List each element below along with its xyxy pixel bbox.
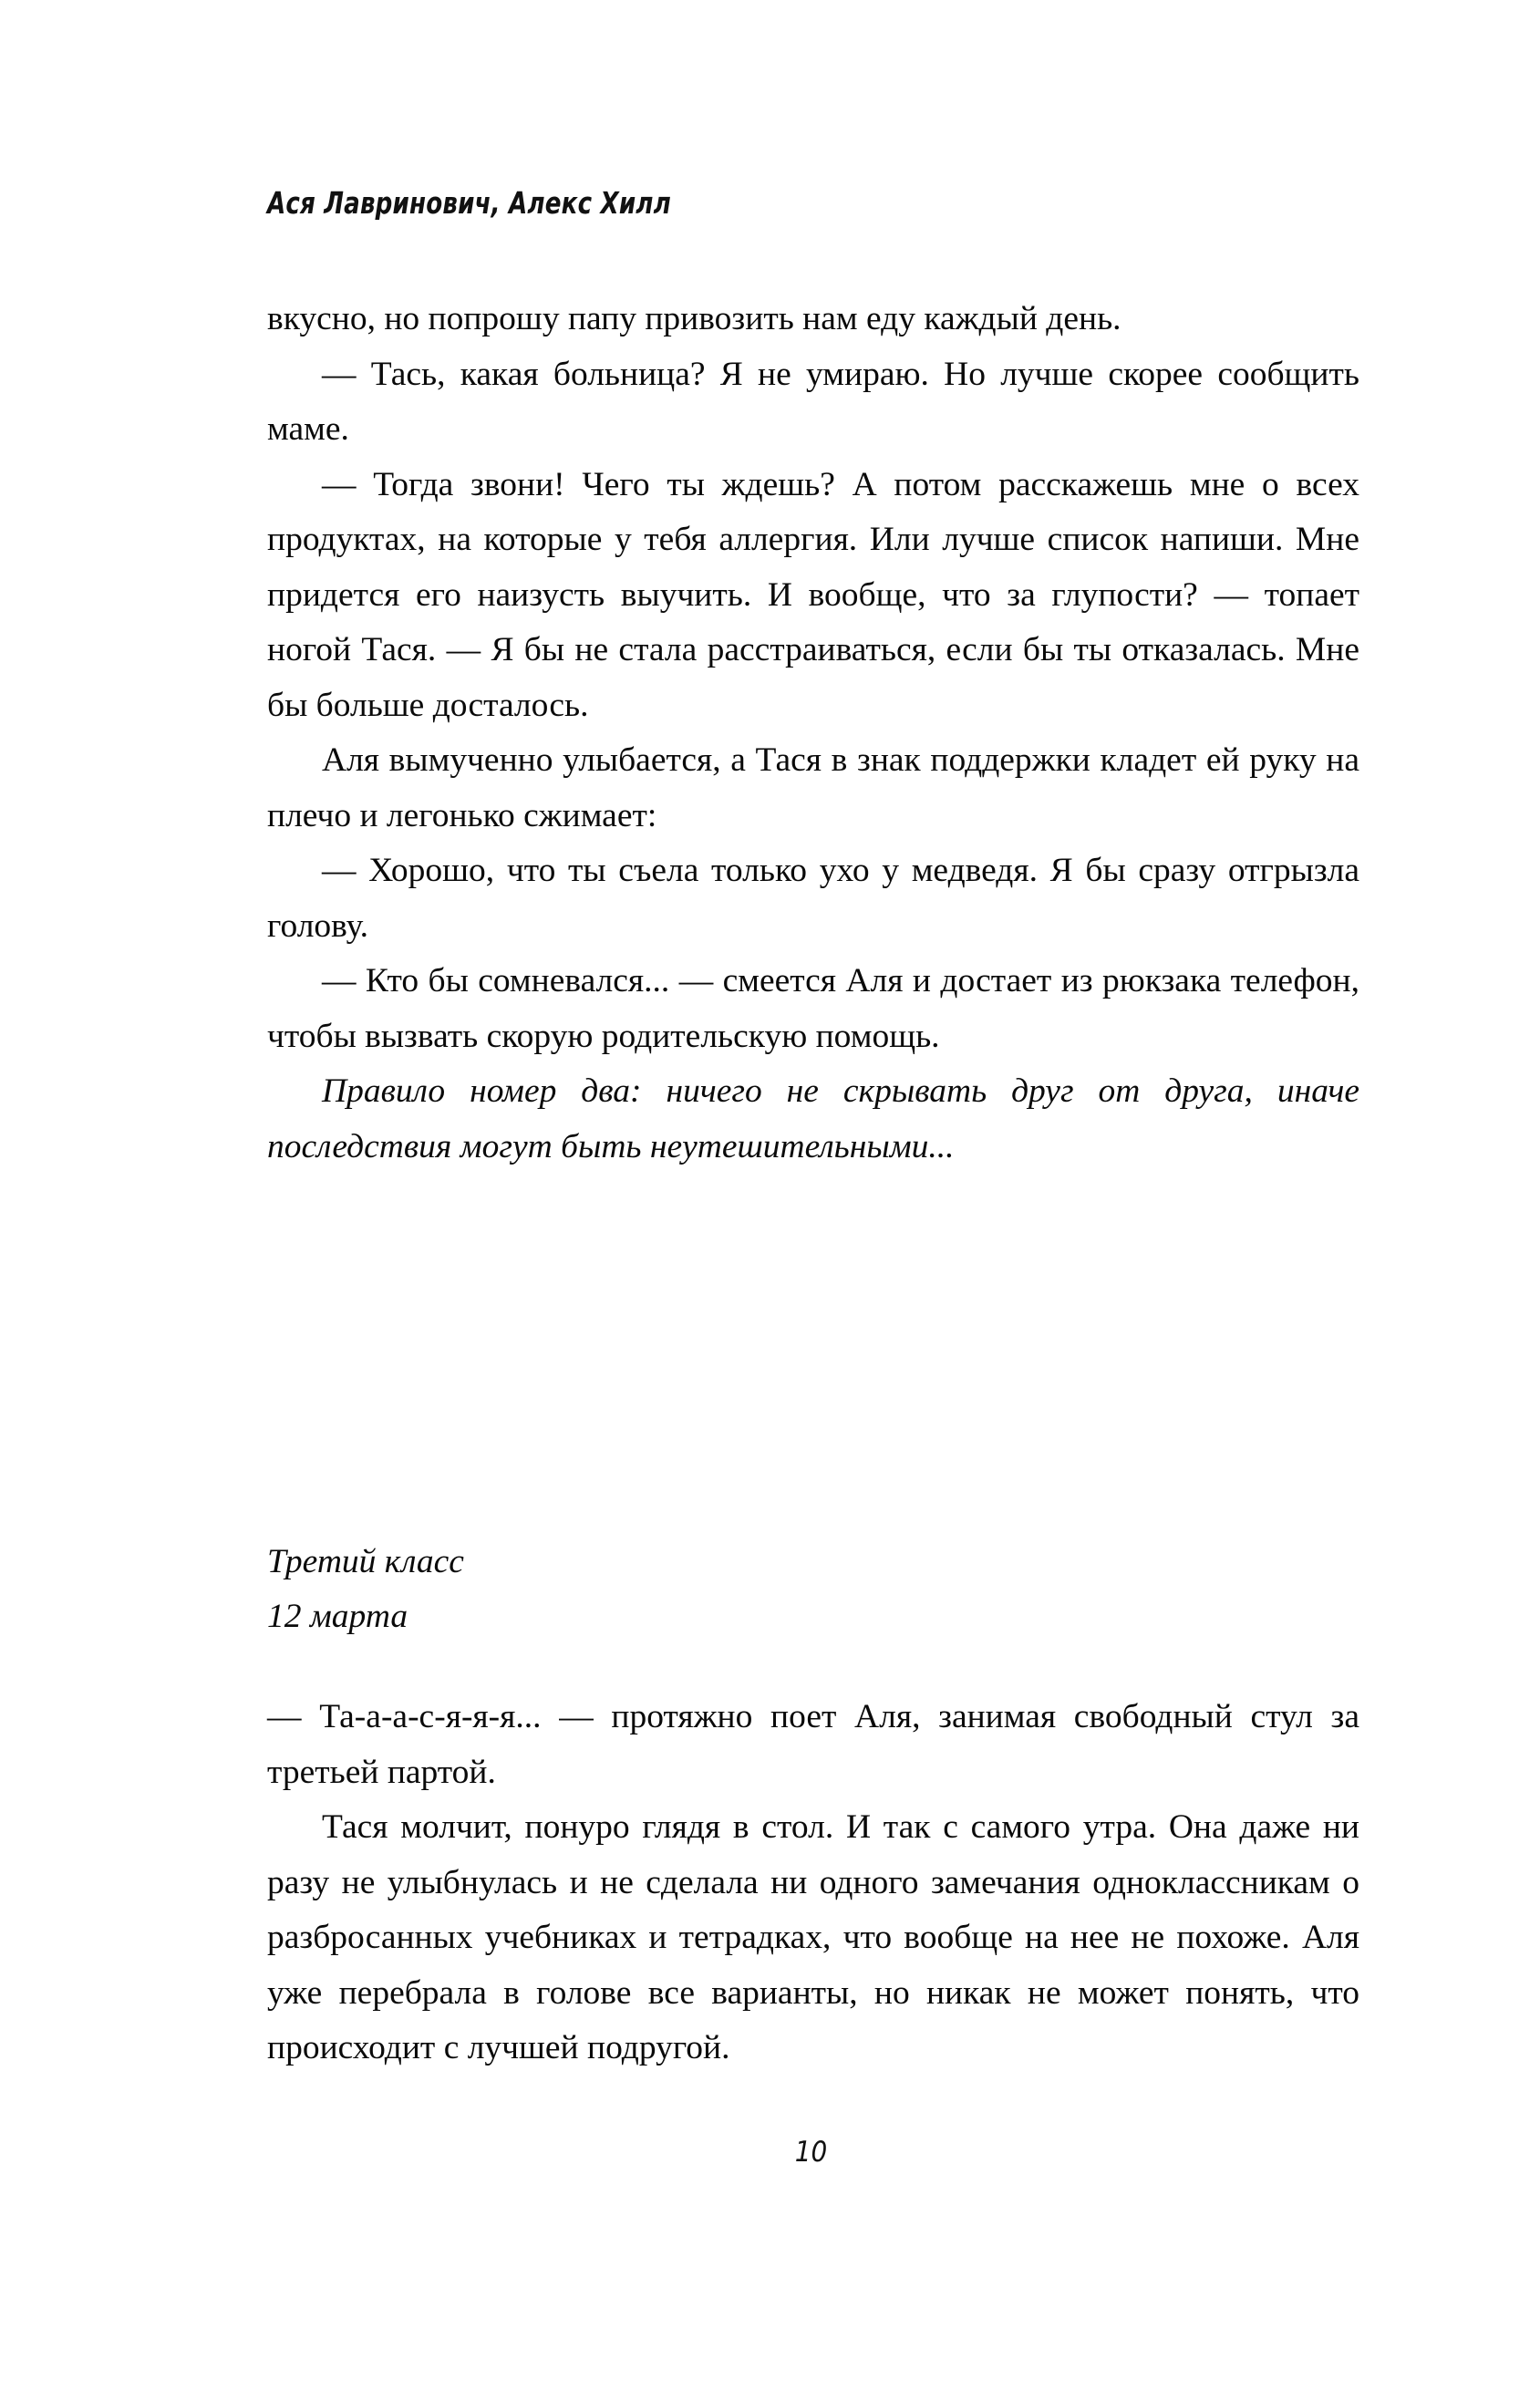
- paragraph: Тася молчит, понуро глядя в стол. И так с самого утра. Она даже ни разу не улыбнулась и не сделала ни одного замечания одноклассникам о разбросанных учебниках и тетрадках, что вообще на нее не похоже. Аля уже перебрала в голове все варианты, но никак не может понять, что происходит с лучшей подругой.: [267, 1808, 1359, 2066]
- section-heading: [267, 1535, 464, 1644]
- body-text-column: [267, 292, 1359, 1175]
- section-heading-line-class: Третий класс: [267, 1543, 464, 1580]
- section-heading-line-date: 12 марта: [267, 1598, 408, 1635]
- paragraph: — Хорошо, что ты съела только ухо у медведя. Я бы сразу отгрызла голову.: [267, 852, 1359, 945]
- paragraph: — Тогда звони! Чего ты ждешь? А потом расскажешь мне о всех продуктах, на которые у тебя аллергия. Или лучше список напиши. Мне придется его наизусть выучить. И вообще, что за глупости? — топает ногой Тася. — Я бы не стала расстраиваться, если бы ты отказалась. Мне бы больше досталось.: [267, 465, 1359, 724]
- paragraph: Аля вымученно улыбается, а Тася в знак поддержки кладет ей руку на плечо и легонько сжимает:: [267, 741, 1359, 834]
- paragraph: вкусно, но попрошу папу привозить нам еду каждый день.: [267, 300, 1121, 337]
- paragraph-rule-italic: Правило номер два: ничего не скрывать друг от друга, иначе последствия могут быть неутешительными...: [267, 1072, 1359, 1165]
- body-text-column-secondary: [267, 1690, 1359, 2076]
- running-head-authors: Ася Лавринович, Алекс Хилл: [267, 185, 671, 221]
- paragraph: — Кто бы сомневался... — смеется Аля и достает из рюкзака телефон, чтобы вызвать скорую родительскую помощь.: [267, 962, 1359, 1055]
- page-number: 10: [794, 2136, 828, 2169]
- paragraph: — Та-а-а-с-я-я-я... — протяжно поет Аля, занимая свободный стул за третьей партой.: [267, 1698, 1359, 1791]
- paragraph: — Тась, какая больница? Я не умираю. Но лучше скорее сообщить маме.: [267, 355, 1359, 448]
